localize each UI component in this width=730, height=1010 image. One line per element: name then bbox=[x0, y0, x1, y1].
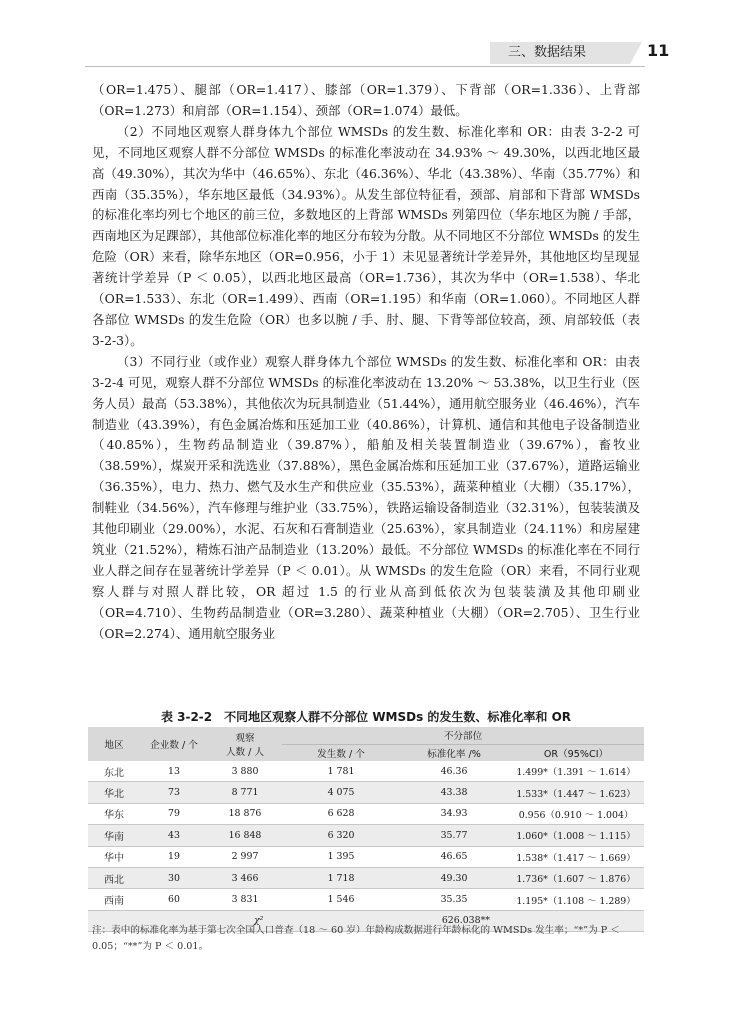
cell-or: 1.195*（1.108 ～ 1.289） bbox=[508, 889, 644, 910]
cell-region: 西南 bbox=[88, 889, 140, 910]
cell-rate: 35.77 bbox=[400, 825, 508, 846]
table-row bbox=[88, 782, 644, 803]
cell-cases: 4 075 bbox=[282, 782, 400, 803]
cell-enterprises: 13 bbox=[140, 761, 208, 782]
cell-enterprises: 60 bbox=[140, 889, 208, 910]
cell-rate: 49.30 bbox=[400, 867, 508, 888]
table-row bbox=[88, 867, 644, 888]
cell-region: 华南 bbox=[88, 825, 140, 846]
header-rule bbox=[85, 66, 645, 67]
cell-region: 东北 bbox=[88, 761, 140, 782]
chi-square-value: 626.038** bbox=[282, 910, 508, 931]
paragraph-3: （3）不同行业（或作业）观察人群身体九个部位 WMSDs 的发生数、标准化率和 OR：由表 3-2-4 可见，观察人群不分部位 WMSDs 的标准化率波动在 13.20% ～ 53.38%，以卫生行业（医务人员）最高（53.38%），其他依次为玩具制造业（51.44%），通用航空服务业（46.46%），汽车制造业（43.39%），有色金属冶炼和压延加工业（40.86%），计算机、通信和其他电子设备制造业（40.85%），生物药品制造业（39.87%），船舶及相关装置制造业（39.67%），畜牧业（38.59%），煤炭开采和洗选业（37.88%），黑色金属冶炼和压延加工业（37.67%），道路运输业（36.35%），电力、热力、燃气及水生产和供应业（35.53%），蔬菜种植业（大棚）（35.17%），制鞋业（34.56%），汽车修理与维护业（33.75%），铁路运输设备制造业（32.31%），包装装潢及其他印刷业（29.00%），水泥、石灰和石膏制造业（25.63%），家具制造业（24.11%）和房屋建筑业（21.52%），精炼石油产品制造业（13.20%）最低。不分部位 WMSDs 的标准化率在不同行业人群之间存在显著统计学差异（P ＜ 0.01）。从 WMSDs 的发生危险（OR）来看，不同行业观察人群与对照人群比较，OR 超过 1.5 的行业从高到低依次为包装装潢及其他印刷业（OR=4.710）、生物药品制造业（OR=3.280）、蔬菜种植业（大棚）（OR=2.705）、卫生行业（OR=2.274）、通用航空服务业 bbox=[92, 353, 640, 641]
cell-cases: 1 781 bbox=[282, 761, 400, 782]
paragraph-2: （2）不同地区观察人群身体九个部位 WMSDs 的发生数、标准化率和 OR：由表 3-2-2 可见，不同地区观察人群不分部位 WMSDs 的标准化率波动在 34.93% ～ 49.30%，以西北地区最高（49.30%），其次为华中（46.65%）、东北（46.36%）、华北（43.38%）、华南（35.77%）和西南（35.35%），华东地区最低（34.93%）。从发生部位特征看，颈部、肩部和下背部 WMSDs 的标准化率均列七个地区的前三位，多数地区的上背部 WMSDs 列第四位（华东地区为腕 / 手部，西南地区为足踝部），其他部位标准化率的地区分布较为分散。从不同地区不分部位 WMSDs 的发生危险（OR）来看，除华东地区（OR=0.956，小于 1）未见显著统计学差异外，其他地区均呈现显著统计学差异（P ＜ 0.05），以西北地区最高（OR=1.736），其次为华中（OR=1.538）、华北（OR=1.533）、东北（OR=1.499）、西南（OR=1.195）和华南（OR=1.060）。不同地区人群各部位 WMSDs 的发生危险（OR）也多以腕 / 手、肘、腿、下背等部位较高，颈、肩部较低（表 3-2-3）。 bbox=[92, 123, 640, 348]
cell-or: 1.060*（1.008 ～ 1.115） bbox=[508, 825, 644, 846]
cell-cases: 1 718 bbox=[282, 867, 400, 888]
header-cases: 发生数 / 个 bbox=[282, 744, 400, 761]
section-title: 三、数据结果 bbox=[490, 42, 630, 64]
cell-enterprises: 19 bbox=[140, 846, 208, 867]
page-header bbox=[0, 37, 730, 71]
cell-observed: 2 997 bbox=[208, 846, 282, 867]
cell-or: 1.538*（1.417 ～ 1.669） bbox=[508, 846, 644, 867]
table-row bbox=[88, 803, 644, 824]
cell-rate: 43.38 bbox=[400, 782, 508, 803]
cell-or: 1.499*（1.391 ～ 1.614） bbox=[508, 761, 644, 782]
cell-region: 华东 bbox=[88, 803, 140, 824]
chi-square-label: χ² bbox=[88, 910, 282, 931]
cell-enterprises: 30 bbox=[140, 867, 208, 888]
header-or: OR（95%CI） bbox=[508, 744, 644, 761]
cell-observed: 16 848 bbox=[208, 825, 282, 846]
cell-rate: 46.65 bbox=[400, 846, 508, 867]
cell-enterprises: 79 bbox=[140, 803, 208, 824]
cell-observed: 3 466 bbox=[208, 867, 282, 888]
table-note: 注：表中的标准化率为基于第七次全国人口普查（18 ～ 60 岁）年龄构成数据进行年龄标化的 WMSDs 发生率；“*”为 P ＜ 0.05；“**”为 P ＜ 0.01。 bbox=[92, 925, 620, 952]
cell-observed: 8 771 bbox=[208, 782, 282, 803]
region-table bbox=[88, 727, 644, 932]
cell-or: 0.956（0.910 ～ 1.004） bbox=[508, 803, 644, 824]
cell-or: 1.736*（1.607 ～ 1.876） bbox=[508, 867, 644, 888]
cell-cases: 1 546 bbox=[282, 889, 400, 910]
cell-region: 华北 bbox=[88, 782, 140, 803]
cell-rate: 34.93 bbox=[400, 803, 508, 824]
header-observed-line2: 人数 / 人 bbox=[225, 747, 265, 758]
header-observed-line1: 观察 bbox=[235, 733, 255, 744]
table-row bbox=[88, 846, 644, 867]
table-row bbox=[88, 825, 644, 846]
cell-rate: 46.36 bbox=[400, 761, 508, 782]
cell-cases: 1 395 bbox=[282, 846, 400, 867]
cell-region: 西北 bbox=[88, 867, 140, 888]
table-row bbox=[88, 761, 644, 782]
cell-or: 1.533*（1.447 ～ 1.623） bbox=[508, 782, 644, 803]
table-row bbox=[88, 889, 644, 910]
cell-observed: 3 831 bbox=[208, 889, 282, 910]
cell-enterprises: 43 bbox=[140, 825, 208, 846]
cell-enterprises: 73 bbox=[140, 782, 208, 803]
header-enterprises: 企业数 / 个 bbox=[140, 727, 208, 761]
cell-region: 华中 bbox=[88, 846, 140, 867]
cell-observed: 3 880 bbox=[208, 761, 282, 782]
table-caption: 表 3-2-2 不同地区观察人群不分部位 WMSDs 的发生数、标准化率和 OR bbox=[160, 710, 572, 724]
page-number: 11 bbox=[647, 41, 670, 60]
header-rate: 标准化率 /% bbox=[400, 744, 508, 761]
header-region: 地区 bbox=[88, 727, 140, 761]
cell-cases: 6 320 bbox=[282, 825, 400, 846]
header-observed bbox=[208, 727, 282, 761]
header-group: 不分部位 bbox=[282, 727, 644, 744]
cell-cases: 6 628 bbox=[282, 803, 400, 824]
body-text bbox=[92, 80, 640, 644]
paragraph-1: （OR=1.475）、腿部（OR=1.417）、膝部（OR=1.379）、下背部（OR=1.336）、上背部（OR=1.273）和肩部（OR=1.154）、颈部（OR=1.074）最低。 bbox=[92, 82, 640, 118]
cell-observed: 18 876 bbox=[208, 803, 282, 824]
cell-rate: 35.35 bbox=[400, 889, 508, 910]
